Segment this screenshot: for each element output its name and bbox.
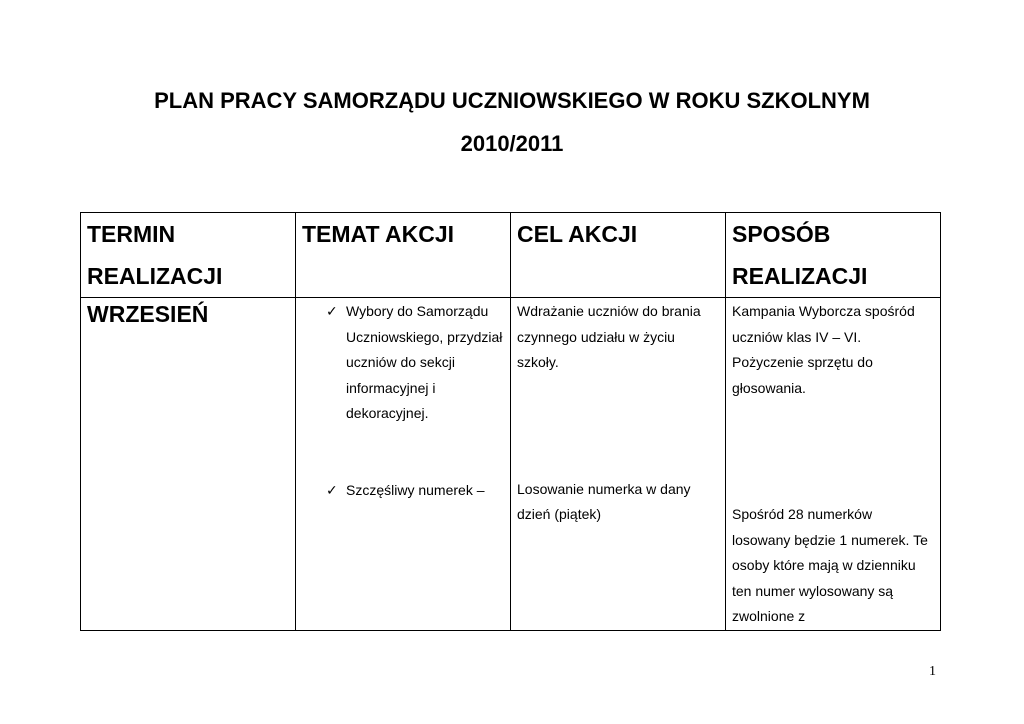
header-label: CEL AKCJI bbox=[517, 221, 638, 247]
header-sposob bbox=[726, 213, 941, 298]
table-row bbox=[81, 298, 941, 631]
method-text: Kampania Wyborcza spośród uczniów klas IV – VI. Pożyczenie sprzętu do głosowania. bbox=[732, 303, 915, 396]
header-termin bbox=[81, 213, 296, 298]
topic-text: Szczęśliwy numerek – bbox=[346, 481, 485, 498]
header-label: TERMIN bbox=[87, 221, 176, 247]
page-title: PLAN PRACY SAMORZĄDU UCZNIOWSKIEGO W ROKU SZKOLNYM bbox=[154, 88, 870, 113]
list-item bbox=[302, 299, 504, 427]
topic-cell bbox=[296, 298, 511, 631]
method-text: Spośród 28 numerków losowany będzie 1 numerek. Te osoby które mają w dzienniku ten numer wylosowany są zwolnione z bbox=[732, 506, 928, 624]
table-header-row bbox=[81, 213, 941, 298]
header-temat bbox=[296, 213, 511, 298]
header-label: REALIZACJI bbox=[87, 263, 223, 289]
goal-cell bbox=[511, 298, 726, 631]
header-cel bbox=[511, 213, 726, 298]
checkmark-icon: ✓ bbox=[326, 481, 338, 498]
checkmark-icon: ✓ bbox=[326, 303, 338, 319]
goal-text: Wdrażanie uczniów do brania czynnego udziału w życiu szkoły. bbox=[517, 303, 701, 370]
method-cell bbox=[726, 298, 941, 631]
topic-text: Wybory do Samorządu Uczniowskiego, przydział uczniów do sekcji informacyjnej i dekoracyjnej. bbox=[346, 303, 503, 421]
page-title-year: 2010/2011 bbox=[460, 131, 564, 156]
goal-text: Losowanie numerka w dany dzień (piątek) bbox=[517, 480, 691, 522]
topic-list bbox=[302, 299, 504, 503]
header-label: TEMAT AKCJI bbox=[302, 221, 455, 247]
list-item bbox=[302, 478, 504, 504]
page-number: 1 bbox=[929, 664, 936, 679]
header-label: REALIZACJI bbox=[732, 263, 868, 289]
month-cell: WRZESIEŃ bbox=[81, 298, 296, 631]
header-label: SPOSÓB bbox=[732, 221, 831, 247]
work-plan-table bbox=[80, 212, 941, 631]
